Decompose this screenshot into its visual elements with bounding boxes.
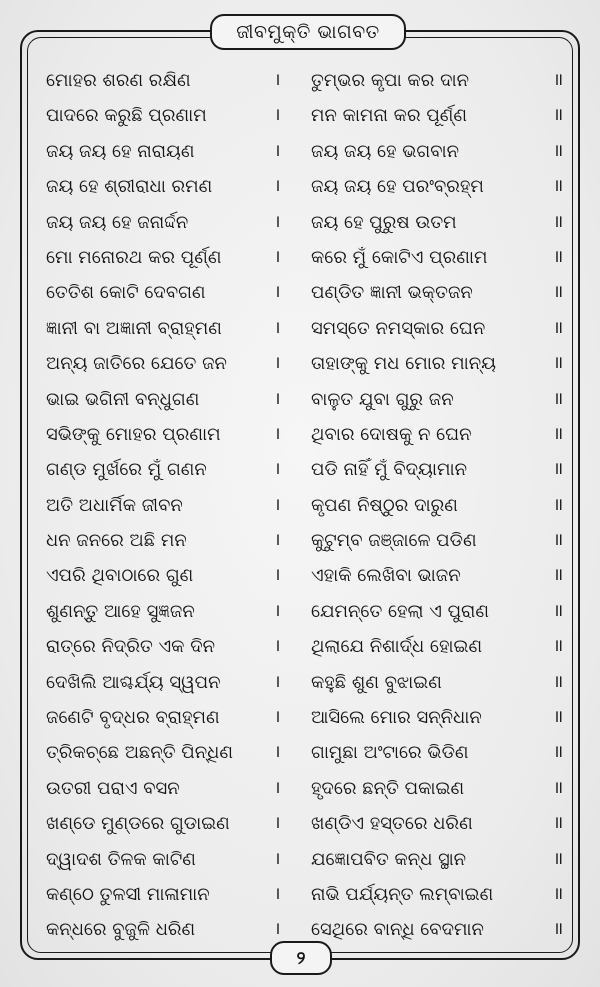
danda-separator: । (274, 459, 281, 480)
verse-first-line: ମୋ ମନୋରଥ କର ପୂର୍ଣ୍ଣ (46, 246, 222, 268)
verse-first-line: ଏପରି ଥିବାଠାରେ ଗୁଣ (46, 565, 194, 587)
verse-couplet (36, 488, 576, 523)
verse-couplet (36, 806, 576, 841)
verse-couplet (36, 629, 576, 664)
danda-separator: । (274, 813, 281, 834)
verse-couplet (36, 558, 576, 593)
verse-first-line: କନ୍ଧରେ ବୁଜୁଳି ଧରିଣ (46, 919, 196, 941)
double-danda-separator: ॥ (553, 565, 565, 586)
verse-second-line: କରେ ମୁଁ କୋଟିଏ ପ୍ରଣାମ (311, 246, 488, 268)
verse-couplet (36, 665, 576, 700)
verse-second-line: ଯଜ୍ଞୋପବିତ କନ୍ଧ ସ୍ଥାନ (311, 848, 467, 870)
verse-first-line: ଶୁଣନ୍ତୁ ଆହେ ସୁଜ୍ଞଜନ (46, 600, 195, 622)
verse-first-line: ଉତରୀ ପରାଏ ବସନ (46, 777, 180, 799)
verse-first-line: ତେତିଶ କୋଟି ଦେବଗଣ (46, 282, 206, 304)
double-danda-separator: ॥ (553, 211, 565, 232)
verse-couplet (36, 63, 576, 98)
verse-second-line: ଆସିଲେ ମୋର ସନ୍ନିଧାନ (311, 707, 482, 729)
double-danda-separator: ॥ (553, 919, 565, 940)
double-danda-separator: ॥ (553, 105, 565, 126)
danda-separator: । (274, 317, 281, 338)
verse-second-line: ସମସ୍ତେ ନମସ୍କାର ଘେନ (311, 317, 486, 339)
double-danda-separator: ॥ (553, 813, 565, 834)
danda-separator: । (274, 246, 281, 267)
danda-separator: । (274, 140, 281, 161)
verse-second-line: ଜୟ ଜୟ ହେ ଭଗବାନ (311, 140, 460, 162)
double-danda-separator: ॥ (553, 176, 565, 197)
verse-second-line: ତାହାଙ୍କୁ ମଧ ମୋର ମାନ୍ୟ (311, 353, 496, 375)
verse-first-line: ପାଦରେ କରୁଛି ପ୍ରଣାମ (46, 105, 207, 127)
verse-second-line: କୃପଣ ନିଷ୍ଠୁର ଦାରୁଣ (311, 494, 458, 516)
double-danda-separator: ॥ (553, 530, 565, 551)
double-danda-separator: ॥ (553, 388, 565, 409)
double-danda-separator: ॥ (553, 636, 565, 657)
verse-second-line: ଥିବାର ଦୋଷକୁ ନ ଘେନ (311, 423, 472, 445)
verse-first-line: ଜୟ ଜୟ ହେ ଜନାର୍ଦ୍ଦନ (46, 211, 189, 233)
double-danda-separator: ॥ (553, 423, 565, 444)
verse-couplet (36, 311, 576, 346)
verse-first-line: ଭାଇ ଭଗିନୀ ବନ୍ଧୁଗଣ (46, 388, 200, 410)
danda-separator: । (274, 883, 281, 904)
verse-couplet (36, 275, 576, 310)
danda-separator: । (274, 600, 281, 621)
verse-second-line: ଖଣ୍ଡିଏ ହସ୍ତରେ ଧରିଣ (311, 813, 473, 835)
danda-separator: । (274, 707, 281, 728)
verse-first-line: ରାତ୍ରେ ନିଦ୍ରିତ ଏକ ଦିନ (46, 636, 215, 658)
verse-second-line: ପଣ୍ଡିତ ଜ୍ଞାନୀ ଭକ୍ତଜନ (311, 282, 473, 304)
double-danda-separator: ॥ (553, 671, 565, 692)
double-danda-separator: ॥ (553, 317, 565, 338)
verse-second-line: ଯେମନ୍ତେ ହେଲା ଏ ପୁରାଣ (311, 600, 489, 622)
double-danda-separator: ॥ (553, 353, 565, 374)
verse-couplet (36, 700, 576, 735)
double-danda-separator: ॥ (553, 459, 565, 480)
danda-separator: । (274, 176, 281, 197)
verse-first-line: ଜୟ ହେ ଶ୍ରୀରାଧା ରମଣ (46, 176, 213, 198)
verse-second-line: ମନ କାମନା କର ପୂର୍ଣ୍ଣ (311, 105, 467, 127)
danda-separator: । (274, 423, 281, 444)
verse-couplet (36, 417, 576, 452)
verse-couplet (36, 98, 576, 133)
danda-separator: । (274, 636, 281, 657)
verse-first-line: ଖଣ୍ଡେ ମୁଣ୍ଡରେ ଗୁଡାଇଣ (46, 813, 230, 835)
verse-second-line: ତୁମ୍ଭର କୃପା କର ଦାନ (311, 70, 469, 91)
danda-separator: । (274, 742, 281, 763)
verse-couplet (36, 771, 576, 806)
danda-separator: । (274, 494, 281, 515)
verse-couplet (36, 877, 576, 912)
verse-second-line: ଏହାକି ଲେଖିବା ଭାଜନ (311, 565, 461, 587)
verse-first-line: ଜୟ ଜୟ ହେ ନାରାୟଣ (46, 140, 195, 162)
verse-first-line: ମୋହର ଶରଣ ରକ୍ଷିଣ (46, 70, 191, 91)
double-danda-separator: ॥ (553, 600, 565, 621)
verse-couplet (36, 382, 576, 417)
verse-second-line: ବାଳୁତ ଯୁବା ଗୁରୁ ଜନ (311, 388, 454, 410)
danda-separator: । (274, 105, 281, 126)
verse-couplet (36, 523, 576, 558)
verse-first-line: ଧନ ଜନରେ ଅଛି ମନ (46, 530, 187, 552)
verse-couplet (36, 346, 576, 381)
verse-second-line: ଥିଲାଯେ ନିଶାର୍ଦ୍ଧ ହୋଇଣ (311, 636, 483, 658)
danda-separator: । (274, 919, 281, 940)
verse-couplet (36, 842, 576, 877)
verse-first-line: ଜଣେଟି ବୃଦ୍ଧର ବ୍ରାହ୍ମଣ (46, 707, 220, 729)
header-title: ଜୀବମୁକ୍ତି ଭାଗବତ (210, 14, 406, 50)
verse-first-line: ଅନ୍ୟ ଜାତିରେ ଯେତେ ଜନ (46, 353, 227, 375)
verse-first-line: କଣ୍ଠେ ତୁଳସୀ ମାଳାମାନ (46, 883, 210, 905)
verse-couplet (36, 735, 576, 770)
danda-separator: । (274, 353, 281, 374)
double-danda-separator: ॥ (553, 848, 565, 869)
verse-first-line: ଦ୍ୱାଦଶ ତିଳକ କାଟିଣ (46, 848, 196, 870)
verse-couplet (36, 205, 576, 240)
danda-separator: । (274, 388, 281, 409)
danda-separator: । (274, 211, 281, 232)
danda-separator: । (274, 671, 281, 692)
double-danda-separator: ॥ (553, 282, 565, 303)
danda-separator: । (274, 282, 281, 303)
verse-first-line: ସଭିଙ୍କୁ ମୋହର ପ୍ରଣାମ (46, 423, 221, 445)
verse-second-line: ଜୟ ଜୟ ହେ ପରଂବ୍ରହ୍ମ (311, 176, 484, 198)
verse-second-line: ଗାମୁଛା ଅଂଟାରେ ଭିଡିଣ (311, 742, 469, 764)
danda-separator: । (274, 565, 281, 586)
verse-second-line: କହୁଛି ଶୁଣ ବୁଝାଇଣ (311, 671, 442, 693)
double-danda-separator: ॥ (553, 742, 565, 763)
verse-couplet (36, 134, 576, 169)
danda-separator: । (274, 530, 281, 551)
danda-separator: । (274, 848, 281, 869)
double-danda-separator: ॥ (553, 246, 565, 267)
danda-separator: । (274, 70, 281, 90)
verse-second-line: ପଡି ନାହିଁ ମୁଁ ବିଦ୍ୟାମାନ (311, 459, 467, 481)
verse-couplet (36, 240, 576, 275)
verse-couplet (36, 452, 576, 487)
verse-first-line: ଅତି ଅଧାର୍ମିକ ଜୀବନ (46, 494, 183, 516)
verse-second-line: ସେଥିରେ ବାନ୍ଧି ବେଦମାନ (311, 919, 484, 941)
page-number: ୨ (270, 941, 332, 975)
verse-first-line: ତ୍ରିକଚ୍ଛେ ଅଛନ୍ତି ପିନ୍ଧିଣ (46, 742, 233, 764)
double-danda-separator: ॥ (553, 777, 565, 798)
verse-second-line: ନାଭି ପର୍ଯ୍ୟନ୍ତ ଲମ୍ବାଇଣ (311, 883, 494, 905)
verse-list (36, 63, 576, 948)
double-danda-separator: ॥ (553, 494, 565, 515)
verse-second-line: ହୃଦରେ ଛନ୍ତି ପକାଇଣ (311, 777, 465, 799)
double-danda-separator: ॥ (553, 883, 565, 904)
double-danda-separator: ॥ (553, 70, 565, 90)
verse-first-line: ଜ୍ଞାନୀ ବା ଅଜ୍ଞାନୀ ବ୍ରାହ୍ମଣ (46, 317, 222, 339)
verse-couplet (36, 594, 576, 629)
double-danda-separator: ॥ (553, 707, 565, 728)
verse-second-line: ଜୟ ହେ ପୁରୁଷ ଉତମ (311, 211, 457, 233)
verse-second-line: କୁଟୁମ୍ବ ଜଞ୍ଜାଳେ ପଡିଣ (311, 530, 477, 552)
verse-couplet (36, 169, 576, 204)
danda-separator: । (274, 777, 281, 798)
verse-first-line: ଦେଖିଲି ଆଶ୍ଚର୍ଯ୍ୟ ସ୍ୱପନ (46, 671, 221, 693)
verse-first-line: ଗଣ୍ଡ ମୁର୍ଖରେ ମୁଁ ଗଣନ (46, 459, 207, 481)
double-danda-separator: ॥ (553, 140, 565, 161)
